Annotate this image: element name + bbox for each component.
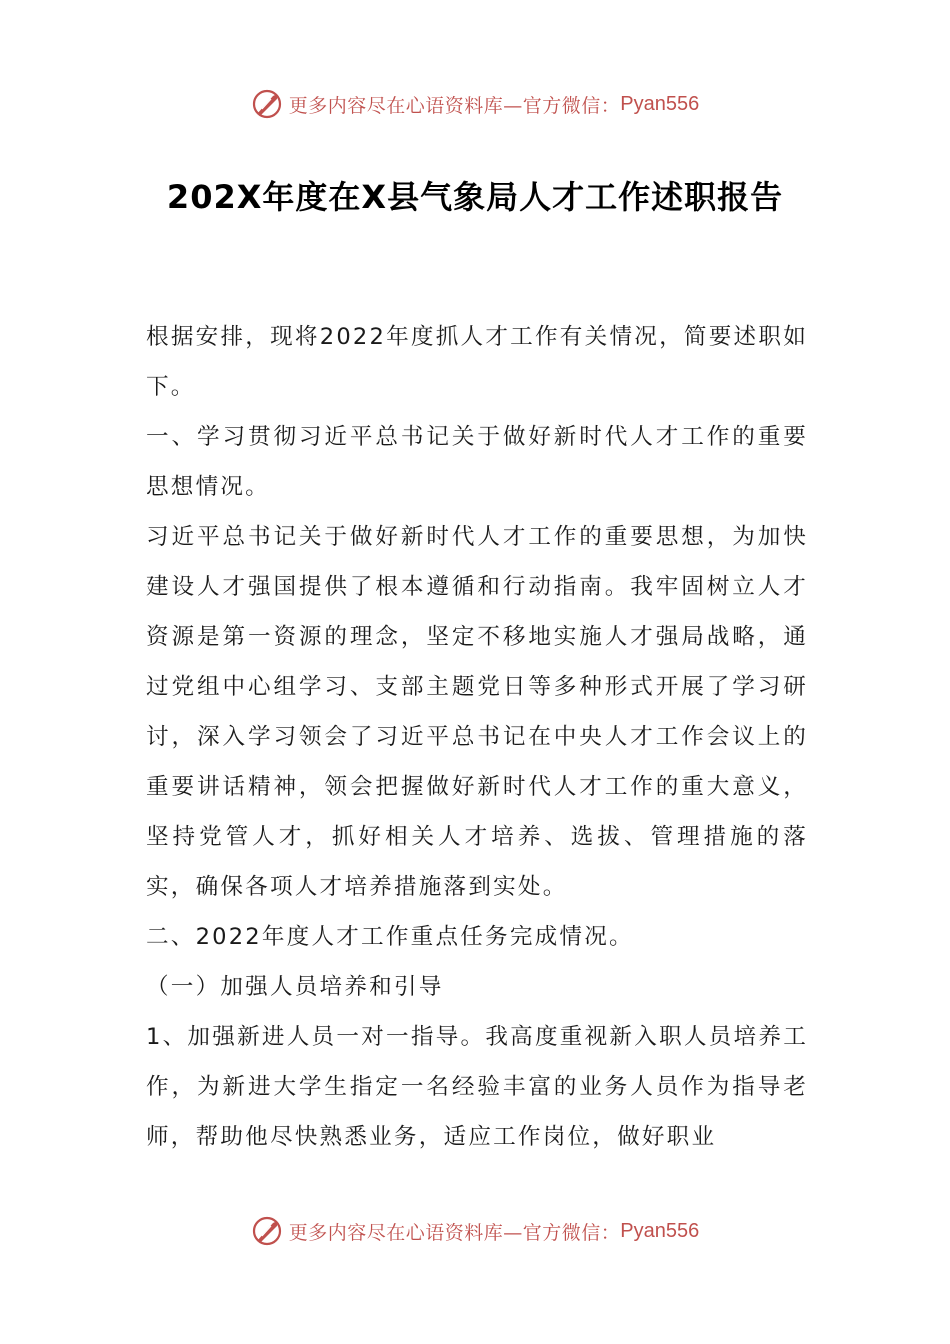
wechat-id: Pyan556	[620, 1219, 700, 1242]
watermark-text: 更多内容尽在心语资料库—官方微信：	[288, 94, 621, 117]
wechat-id: Pyan556	[620, 92, 700, 115]
paragraph-study: 习近平总书记关于做好新时代人才工作的重要思想，为加快建设人才强国提供了根本遵循和行动指南。我牢固树立人才资源是第一资源的理念，坚定不移地实施人才强局战略，通过党组中心组学习、支部主题党日等多种形式开展了学习研讨，深入学习领会了习近平总书记在中央人才工作会议上的重要讲话精神，领会把握做好新时代人才工作的重大意义，坚持党管人才，抓好相关人才培养、选拔、管理措施的落实，确保各项人才培养措施落到实处。	[146, 524, 808, 900]
watermark-text: 更多内容尽在心语资料库—官方微信：	[288, 1221, 621, 1244]
footer-watermark-banner	[0, 1211, 950, 1251]
section-heading-2: 二、2022年度人才工作重点任务完成情况。	[146, 924, 634, 950]
header-watermark-banner	[0, 84, 950, 124]
feather-pen-logo-icon	[251, 1215, 283, 1247]
subsection-heading-1: （一）加强人员培养和引导	[146, 974, 444, 1000]
paragraph-intro: 根据安排，现将2022年度抓人才工作有关情况，简要述职如下。	[146, 324, 808, 400]
document-title: 202X年度在X县气象局人才工作述职报告	[166, 178, 784, 216]
feather-pen-logo-icon	[251, 88, 283, 120]
paragraph-item-1: 1、加强新进人员一对一指导。我高度重视新入职人员培养工作，为新进大学生指定一名经验丰富的业务人员作为指导老师，帮助他尽快熟悉业务，适应工作岗位，做好职业	[146, 1024, 808, 1150]
section-heading-1: 一、学习贯彻习近平总书记关于做好新时代人才工作的重要思想情况。	[146, 424, 808, 500]
document-body	[146, 312, 808, 1162]
